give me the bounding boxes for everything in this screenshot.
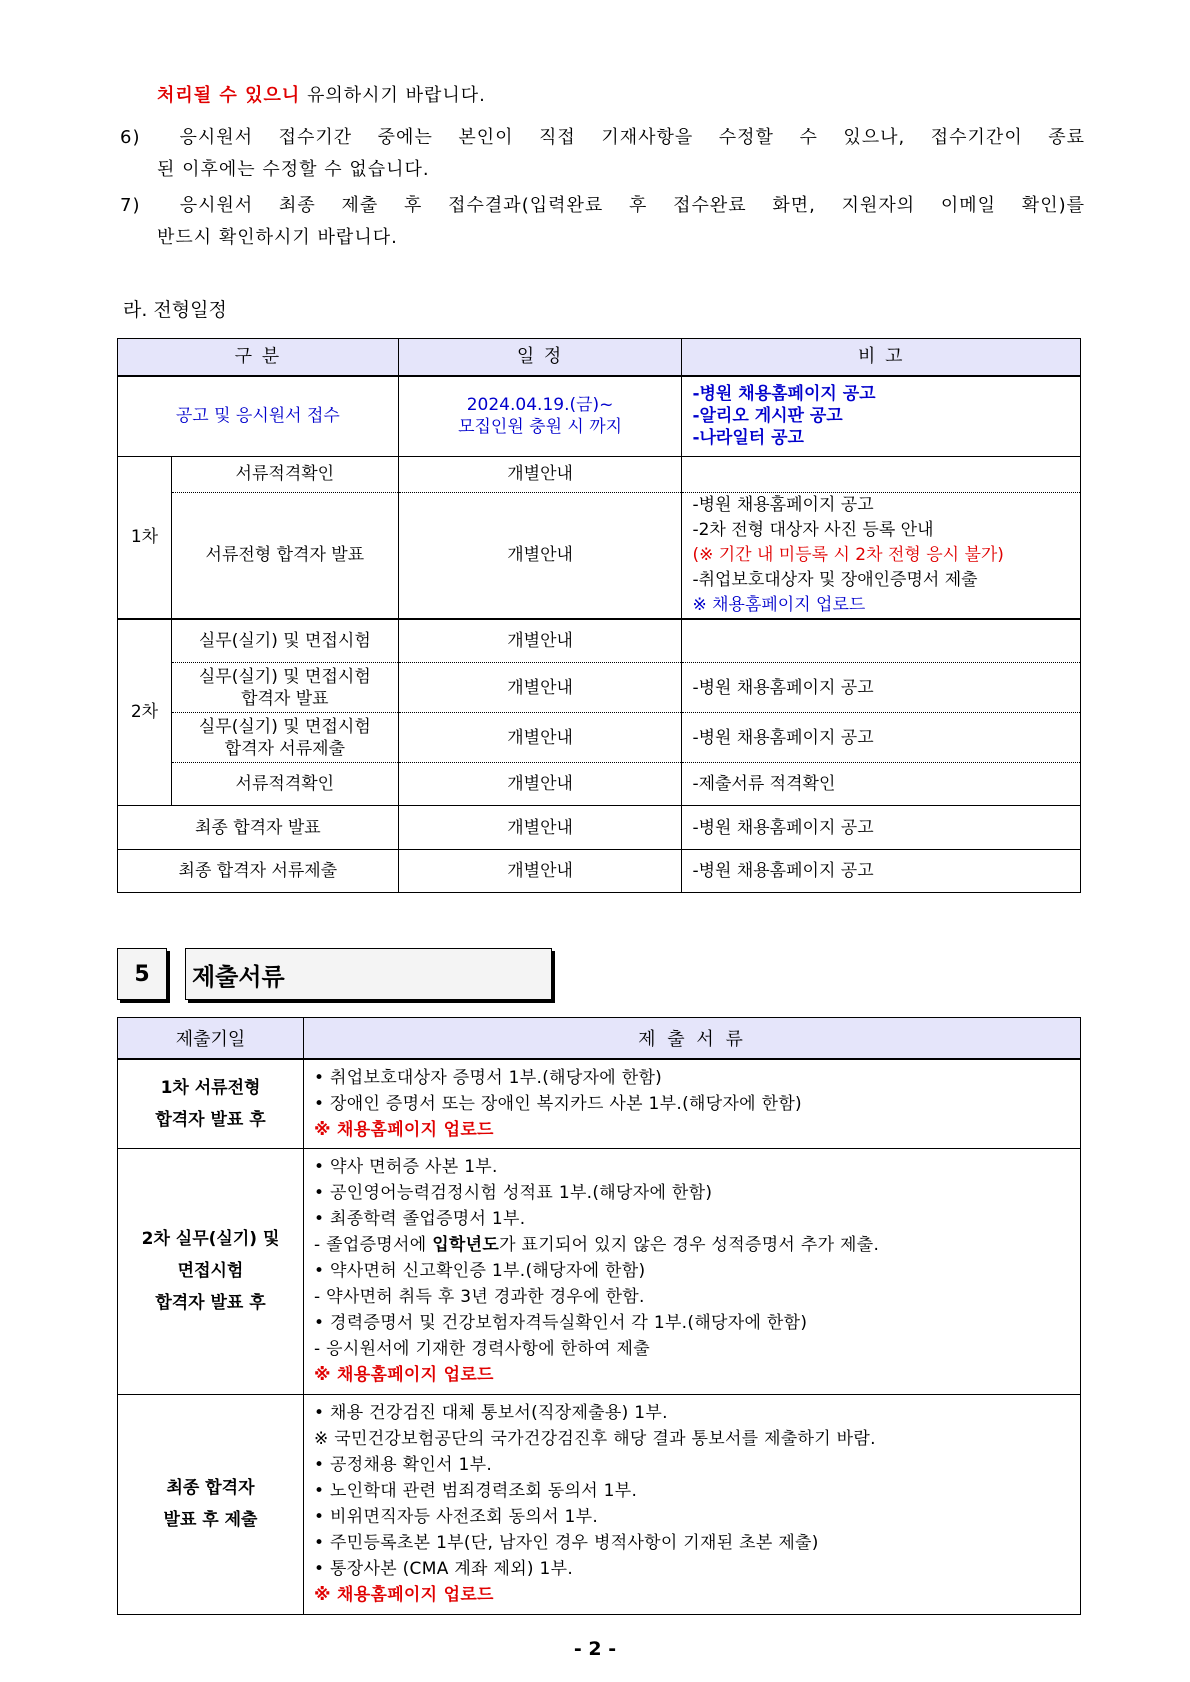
- deadline-line: 면접시험: [177, 1261, 244, 1281]
- remark-line: -2차 전형 대상자 사진 등록 안내: [692, 519, 934, 540]
- deadline-line: 최종 합격자: [166, 1478, 255, 1498]
- remark-upload: ※ 채용홈페이지 업로드: [692, 594, 866, 615]
- notice-remarks: [682, 376, 1081, 456]
- deadline-line: 합격자 발표 후: [155, 1109, 266, 1130]
- document-item: • 약사 면허증 사본 1부.: [314, 1157, 498, 1177]
- document-subitem: [314, 1232, 1070, 1258]
- document-subitem: ※ 국민건강보험공단의 국가건강검진후 해당 결과 통보서를 제출하기 바람.: [314, 1429, 876, 1449]
- remark-warning: (※ 기간 내 미등록 시 2차 전형 응시 불가): [692, 544, 1004, 565]
- remark-line: -병원 채용홈페이지 공고: [692, 384, 876, 405]
- documents-cell: [304, 1059, 1081, 1148]
- stage-date: 개별안내: [398, 619, 682, 663]
- document-item: • 비위면직자등 사전조회 동의서 1부.: [314, 1507, 599, 1527]
- remark-line: -병원 채용홈페이지 공고: [692, 494, 874, 515]
- schedule-heading: 라. 전형일정: [123, 299, 227, 321]
- stage-remark: -병원 채용홈페이지 공고: [682, 850, 1081, 893]
- stage-label: 1차: [118, 456, 172, 619]
- table-row: [118, 619, 1081, 663]
- upload-note: ※ 채용홈페이지 업로드: [314, 1365, 494, 1385]
- table-row: [118, 663, 1081, 713]
- stage-remark: -병원 채용홈페이지 공고: [682, 806, 1081, 850]
- table-row: [118, 806, 1081, 850]
- document-item: • 주민등록초본 1부(단, 남자인 경우 병적사항이 기재된 초본 제출): [314, 1533, 819, 1553]
- stage-label: 2차: [118, 619, 172, 806]
- table-row: [118, 1394, 1081, 1614]
- stage-date: 개별안내: [398, 456, 682, 492]
- page-number: - 2 -: [573, 1638, 617, 1660]
- table-row: [118, 763, 1081, 806]
- stage-date: 개별안내: [398, 713, 682, 763]
- subitem-text: - 졸업증명서에: [314, 1235, 433, 1255]
- deadline-line: 합격자 발표 후: [155, 1293, 266, 1313]
- table-row: [118, 492, 1081, 619]
- deadline-line: 발표 후 제출: [163, 1510, 258, 1530]
- upload-note: ※ 채용홈페이지 업로드: [314, 1585, 494, 1605]
- document-subitem: - 응시원서에 기재한 경력사항에 한하여 제출: [314, 1339, 650, 1359]
- stage-item: 서류적격확인: [171, 456, 398, 492]
- stage-date: 개별안내: [398, 806, 682, 850]
- item-line: 합격자 발표: [241, 688, 329, 709]
- documents-table: [117, 1017, 1081, 1615]
- section-title: 제출서류: [185, 948, 552, 1000]
- section-number: 5: [117, 948, 167, 1000]
- header-category: 구 분: [118, 339, 399, 377]
- warning-text: 처리될 수 있으니: [157, 85, 301, 106]
- stage-remark: [682, 492, 1081, 619]
- paragraph-number: 6): [120, 127, 141, 148]
- stage-remark: -병원 채용홈페이지 공고: [682, 713, 1081, 763]
- document-item: • 장애인 증명서 또는 장애인 복지카드 사본 1부.(해당자에 한함): [314, 1093, 802, 1114]
- table-row: [118, 456, 1081, 492]
- deadline-cell: [118, 1148, 304, 1394]
- remark-line: -취업보호대상자 및 장애인증명서 제출: [692, 569, 978, 590]
- header-remarks: 비 고: [682, 339, 1081, 377]
- date-start: 2024.04.19.(금)~: [466, 395, 614, 416]
- schedule-table: [117, 338, 1081, 893]
- stage-item: 최종 합격자 발표: [118, 806, 399, 850]
- documents-cell: [304, 1148, 1081, 1394]
- stage-remark: -제출서류 적격확인: [682, 763, 1081, 806]
- stage-item: 서류전형 합격자 발표: [171, 492, 398, 619]
- stage-item: [171, 713, 398, 763]
- table-row: [118, 376, 1081, 456]
- stage-date: 개별안내: [398, 663, 682, 713]
- item-line: 실무(실기) 및 면접시험: [198, 716, 371, 737]
- subitem-emphasis: 입학년도: [432, 1235, 500, 1255]
- subitem-text: 가 표기되어 있지 않은 경우 성적증명서 추가 제출.: [499, 1235, 880, 1255]
- stage-item: 실무(실기) 및 면접시험: [171, 619, 398, 663]
- remark-line: -나라일터 공고: [692, 428, 804, 449]
- table-row: [118, 1148, 1081, 1394]
- table-row: [118, 1059, 1081, 1148]
- paragraph-line: 응시원서 접수기간 중에는 본인이 직접 기재사항을 수정할 수 있으나, 접수기간이 종료: [179, 127, 1086, 148]
- stage-item: 서류적격확인: [171, 763, 398, 806]
- document-item: • 통장사본 (CMA 계좌 제외) 1부.: [314, 1559, 574, 1579]
- stage-remark: [682, 456, 1081, 492]
- upload-note: ※ 채용홈페이지 업로드: [314, 1119, 494, 1140]
- paragraph-line: 된 이후에는 수정할 수 없습니다.: [157, 159, 430, 180]
- document-item: • 노인학대 관련 범죄경력조회 동의서 1부.: [314, 1481, 638, 1501]
- stage-item: [171, 663, 398, 713]
- table-header-row: [118, 339, 1081, 377]
- deadline-cell: [118, 1394, 304, 1614]
- header-documents: 제 출 서 류: [304, 1018, 1081, 1060]
- document-subitem: - 약사면허 취득 후 3년 경과한 경우에 한함.: [314, 1287, 645, 1307]
- table-row: [118, 850, 1081, 893]
- paragraph-7: [120, 190, 1085, 254]
- notice-label: 공고 및 응시원서 접수: [118, 376, 399, 456]
- document-item: • 최종학력 졸업증명서 1부.: [314, 1209, 526, 1229]
- document-item: • 약사면허 신고확인증 1부.(해당자에 한함): [314, 1261, 646, 1281]
- notice-text: 유의하시기 바랍니다.: [300, 85, 486, 106]
- item-line: 합격자 서류제출: [224, 738, 345, 759]
- remark-line: -알리오 게시판 공고: [692, 406, 843, 427]
- stage-date: 개별안내: [398, 763, 682, 806]
- document-item: • 경력증명서 및 건강보험자격득실확인서 각 1부.(해당자에 한함): [314, 1313, 808, 1333]
- date-end: 모집인원 충원 시 까지: [458, 417, 623, 438]
- paragraph-line: 응시원서 최종 제출 후 접수결과(입력완료 후 접수완료 화면, 지원자의 이메일 확인)를: [179, 195, 1085, 216]
- document-item: • 공정채용 확인서 1부.: [314, 1455, 493, 1475]
- stage-date: 개별안내: [398, 492, 682, 619]
- header-deadline: 제출기일: [118, 1018, 304, 1060]
- deadline-line: 1차 서류전형: [160, 1077, 261, 1098]
- table-row: [118, 713, 1081, 763]
- deadline-cell: [118, 1059, 304, 1148]
- documents-cell: [304, 1394, 1081, 1614]
- notice-date: [398, 376, 682, 456]
- paragraph-line: 반드시 확인하시기 바랍니다.: [157, 227, 398, 248]
- header-schedule: 일 정: [398, 339, 682, 377]
- item-line: 실무(실기) 및 면접시험: [198, 666, 371, 687]
- paragraph-6: [120, 122, 1085, 186]
- stage-remark: -병원 채용홈페이지 공고: [682, 663, 1081, 713]
- document-item: • 공인영어능력검정시험 성적표 1부.(해당자에 한함): [314, 1183, 713, 1203]
- stage-item: 최종 합격자 서류제출: [118, 850, 399, 893]
- deadline-line: 2차 실무(실기) 및: [141, 1229, 280, 1249]
- paragraph-number: 7): [120, 195, 141, 216]
- table-header-row: [118, 1018, 1081, 1060]
- document-item: • 취업보호대상자 증명서 1부.(해당자에 한함): [314, 1067, 663, 1088]
- notice-continuation: [120, 80, 1085, 112]
- document-item: • 채용 건강검진 대체 통보서(직장제출용) 1부.: [314, 1403, 668, 1423]
- stage-date: 개별안내: [398, 850, 682, 893]
- stage-remark: [682, 619, 1081, 663]
